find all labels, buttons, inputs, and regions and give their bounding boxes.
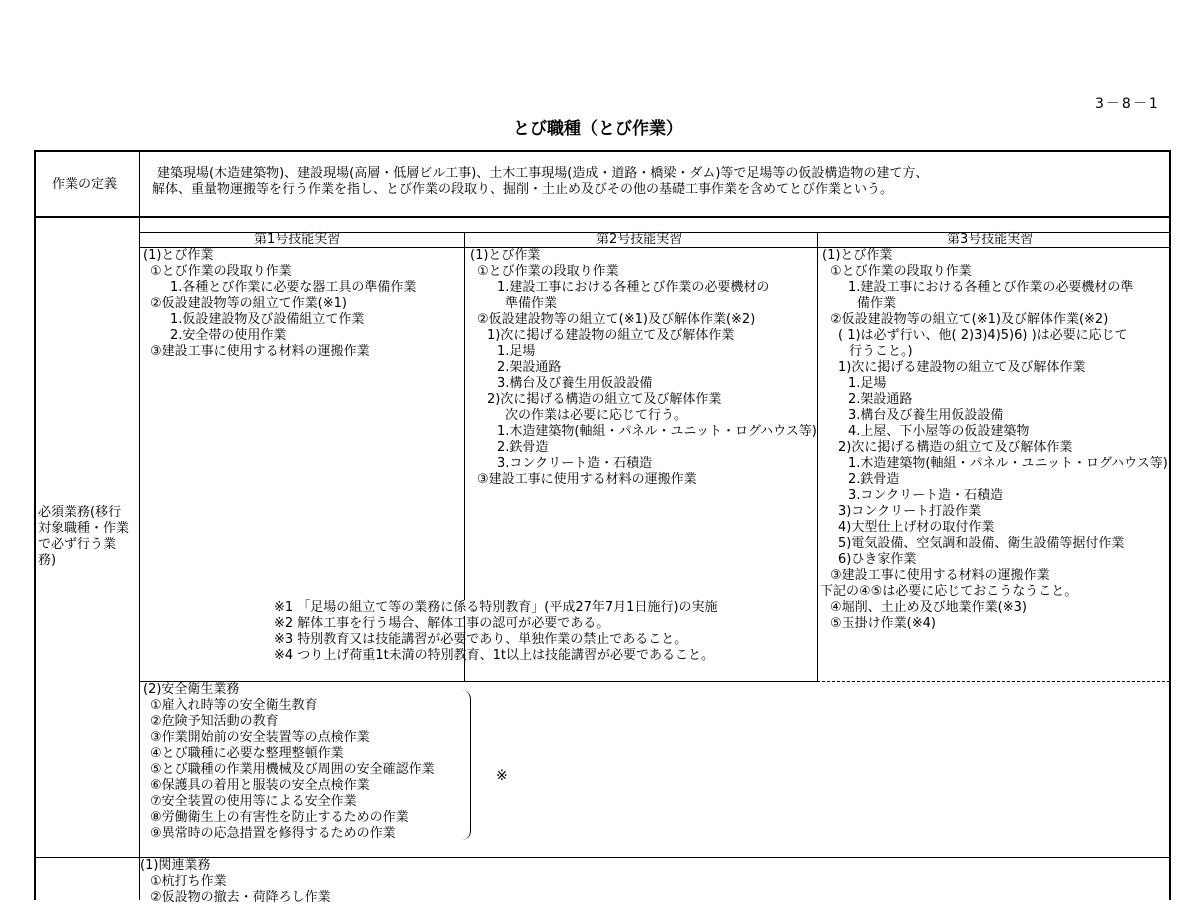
col1-line: 2.安全帯の使用作業 [170,328,287,343]
col2-line: (1)とび作業 [470,248,541,263]
col3-line: 下記の④⑤は必要に応じておこうなうこと。 [820,584,1078,599]
related-item: ①杭打ち作業 [150,874,227,889]
col2-line: 2.架設通路 [497,360,562,375]
col2-line: 次の作業は必要に応じて行う。 [505,408,688,423]
col3-line: 3.構台及び養生用仮設設備 [848,408,1004,423]
safety-item: ⑨異常時の応急措置を修得するための作業 [150,826,396,841]
col2-line: ②仮設建設物等の組立て(※1)及び解体作業(※2) [477,312,756,327]
footnote: ※2 解体工事を行う場合、解体工事の認可が必要である。 [274,616,610,631]
col1-line: 1.仮設建設物及び設備組立て作業 [170,312,365,327]
col2-line: 1.建設工事における各種とび作業の必要機材の [497,280,770,295]
col3-line: 備作業 [857,296,897,311]
col2-line: ①とび作業の段取り作業 [477,264,619,279]
label-column-divider [139,150,140,900]
col1-line: ②仮設建設物等の組立て作業(※1) [150,296,347,311]
footnote: ※4 つり上げ荷重1t未満の特別教育、1t以上は技能講習が必要であること。 [274,648,715,663]
required-label-line-3: で必ず行う業 [38,537,117,552]
safety-item: ⑥保護具の着用と服装の安全点検作業 [150,778,370,793]
column-header-3: 第3号技能実習 [947,232,1034,247]
dashed-divider [817,681,1170,682]
related-heading: (1)関連業務 [140,858,211,873]
col2-line: 2.鉄骨造 [497,440,549,455]
col3-line: 2.鉄骨造 [848,472,900,487]
col1-line: ①とび作業の段取り作業 [150,264,292,279]
related-item: ②仮設物の撤去・荷降ろし作業 [150,890,331,905]
col3-line: ⑤玉掛け作業(※4) [830,616,936,631]
col2-line: 1.足場 [497,344,536,359]
page-title: とび職種（とび作業） [513,119,683,139]
col3-line: 1)次に掲げる建設物の組立て及び解体作業 [838,360,1086,375]
required-label-line-2: 対象職種・作業 [38,521,130,536]
definition-line-2: 解体、重量物運搬等を行う作業を指し、とび作業の段取り、掘削・土止め及びその他の基礎工事作業を含めてとび作業という。 [152,182,894,197]
col3-line: 1.木造建築物(軸組・パネル・ユニット・ログハウス等) [848,456,1168,471]
col3-line: 3.コンクリート造・石積造 [848,488,1004,503]
col3-line: 3)コンクリート打設作業 [838,504,982,519]
definition-line-1: 建築現場(木造建築物)、建設現場(高層・低層ビル工事)、土木工事現場(造成・道路・橋梁・ダム)等で足場等の仮設構造物の建て方、 [157,166,929,181]
safety-bracket [462,690,471,840]
col2-line: 3.コンクリート造・石積造 [497,456,653,471]
col3-line: 4.上屋、下小屋等の仮設建築物 [848,424,1030,439]
col3-line: 6)ひき家作業 [838,552,917,567]
col2-line: 1.木造建築物(軸組・パネル・ユニット・ログハウス等) [497,424,817,439]
col1-line: 1.各種とび作業に必要な器工具の準備作業 [170,280,417,295]
col3-line: ④堀削、土止め及び地業作業(※3) [830,600,1027,615]
note-area-border [139,681,817,682]
definition-label: 作業の定義 [52,177,118,192]
safety-item: ①雇入れ時等の安全衛生教育 [150,698,318,713]
table-top-border [34,150,1171,152]
safety-mark: ※ [496,768,508,784]
safety-item: ⑦安全装置の使用等による安全作業 [150,794,357,809]
col3-line: 4)大型仕上げ材の取付作業 [838,520,995,535]
col1-line: ③建設工事に使用する材料の運搬作業 [150,344,370,359]
col3-line: 1.建設工事における各種とび作業の必要機材の準 [848,280,1134,295]
table-left-border [34,150,36,900]
required-label-line-1: 必須業務(移行 [38,505,122,520]
col3-line: 1.足場 [848,376,887,391]
col3-line: 2.架設通路 [848,392,913,407]
page-number: 3－8－1 [1095,96,1160,112]
column-header-1: 第1号技能実習 [254,232,341,247]
col2-line: 2)次に掲げる構造の組立て及び解体作業 [487,392,722,407]
col3-line: 5)電気設備、空気調和設備、衛生設備等据付作業 [838,536,1125,551]
safety-item: ②危険予知活動の教育 [150,714,279,729]
column-divider-2 [817,232,818,682]
safety-item: ⑧労働衛生上の有害性を防止するための作業 [150,810,409,825]
col3-line: ( 1)は必ず行い、他( 2)3)4)5)6) )は必要に応じて [838,328,1128,343]
col2-line: ③建設工事に使用する材料の運搬作業 [477,472,697,487]
col3-line: ①とび作業の段取り作業 [830,264,972,279]
col2-line: 3.構台及び養生用仮設設備 [497,376,653,391]
table-right-border [1169,150,1171,900]
col2-line: 1)次に掲げる建設物の組立て及び解体作業 [487,328,735,343]
col1-line: (1)とび作業 [143,248,214,263]
col3-line: ③建設工事に使用する材料の運搬作業 [830,568,1050,583]
col3-line: (1)とび作業 [822,248,893,263]
safety-heading: (2)安全衛生業務 [143,682,240,697]
required-label-line-4: 務) [38,553,57,568]
safety-item: ④とび職種に必要な整理整頓作業 [150,746,344,761]
definition-bottom-border [34,216,1171,218]
col2-line: 準備作業 [505,296,558,311]
safety-item: ⑤とび職種の作業用機械及び周囲の安全確認作業 [150,762,435,777]
column-header-2: 第2号技能実習 [596,232,683,247]
col3-line: 2)次に掲げる構造の組立て及び解体作業 [838,440,1073,455]
footnote: ※3 特別教育又は技能講習が必要であり、単独作業の禁止であること。 [274,632,688,647]
col3-line: ②仮設建設物等の組立て(※1)及び解体作業(※2) [830,312,1109,327]
footnote: ※1 「足場の組立て等の業務に係る特別教育」(平成27年7月1日施行)の実施 [274,600,718,615]
safety-item: ③作業開始前の安全装置等の点検作業 [150,730,370,745]
col3-line: 行うこと。) [849,344,913,359]
